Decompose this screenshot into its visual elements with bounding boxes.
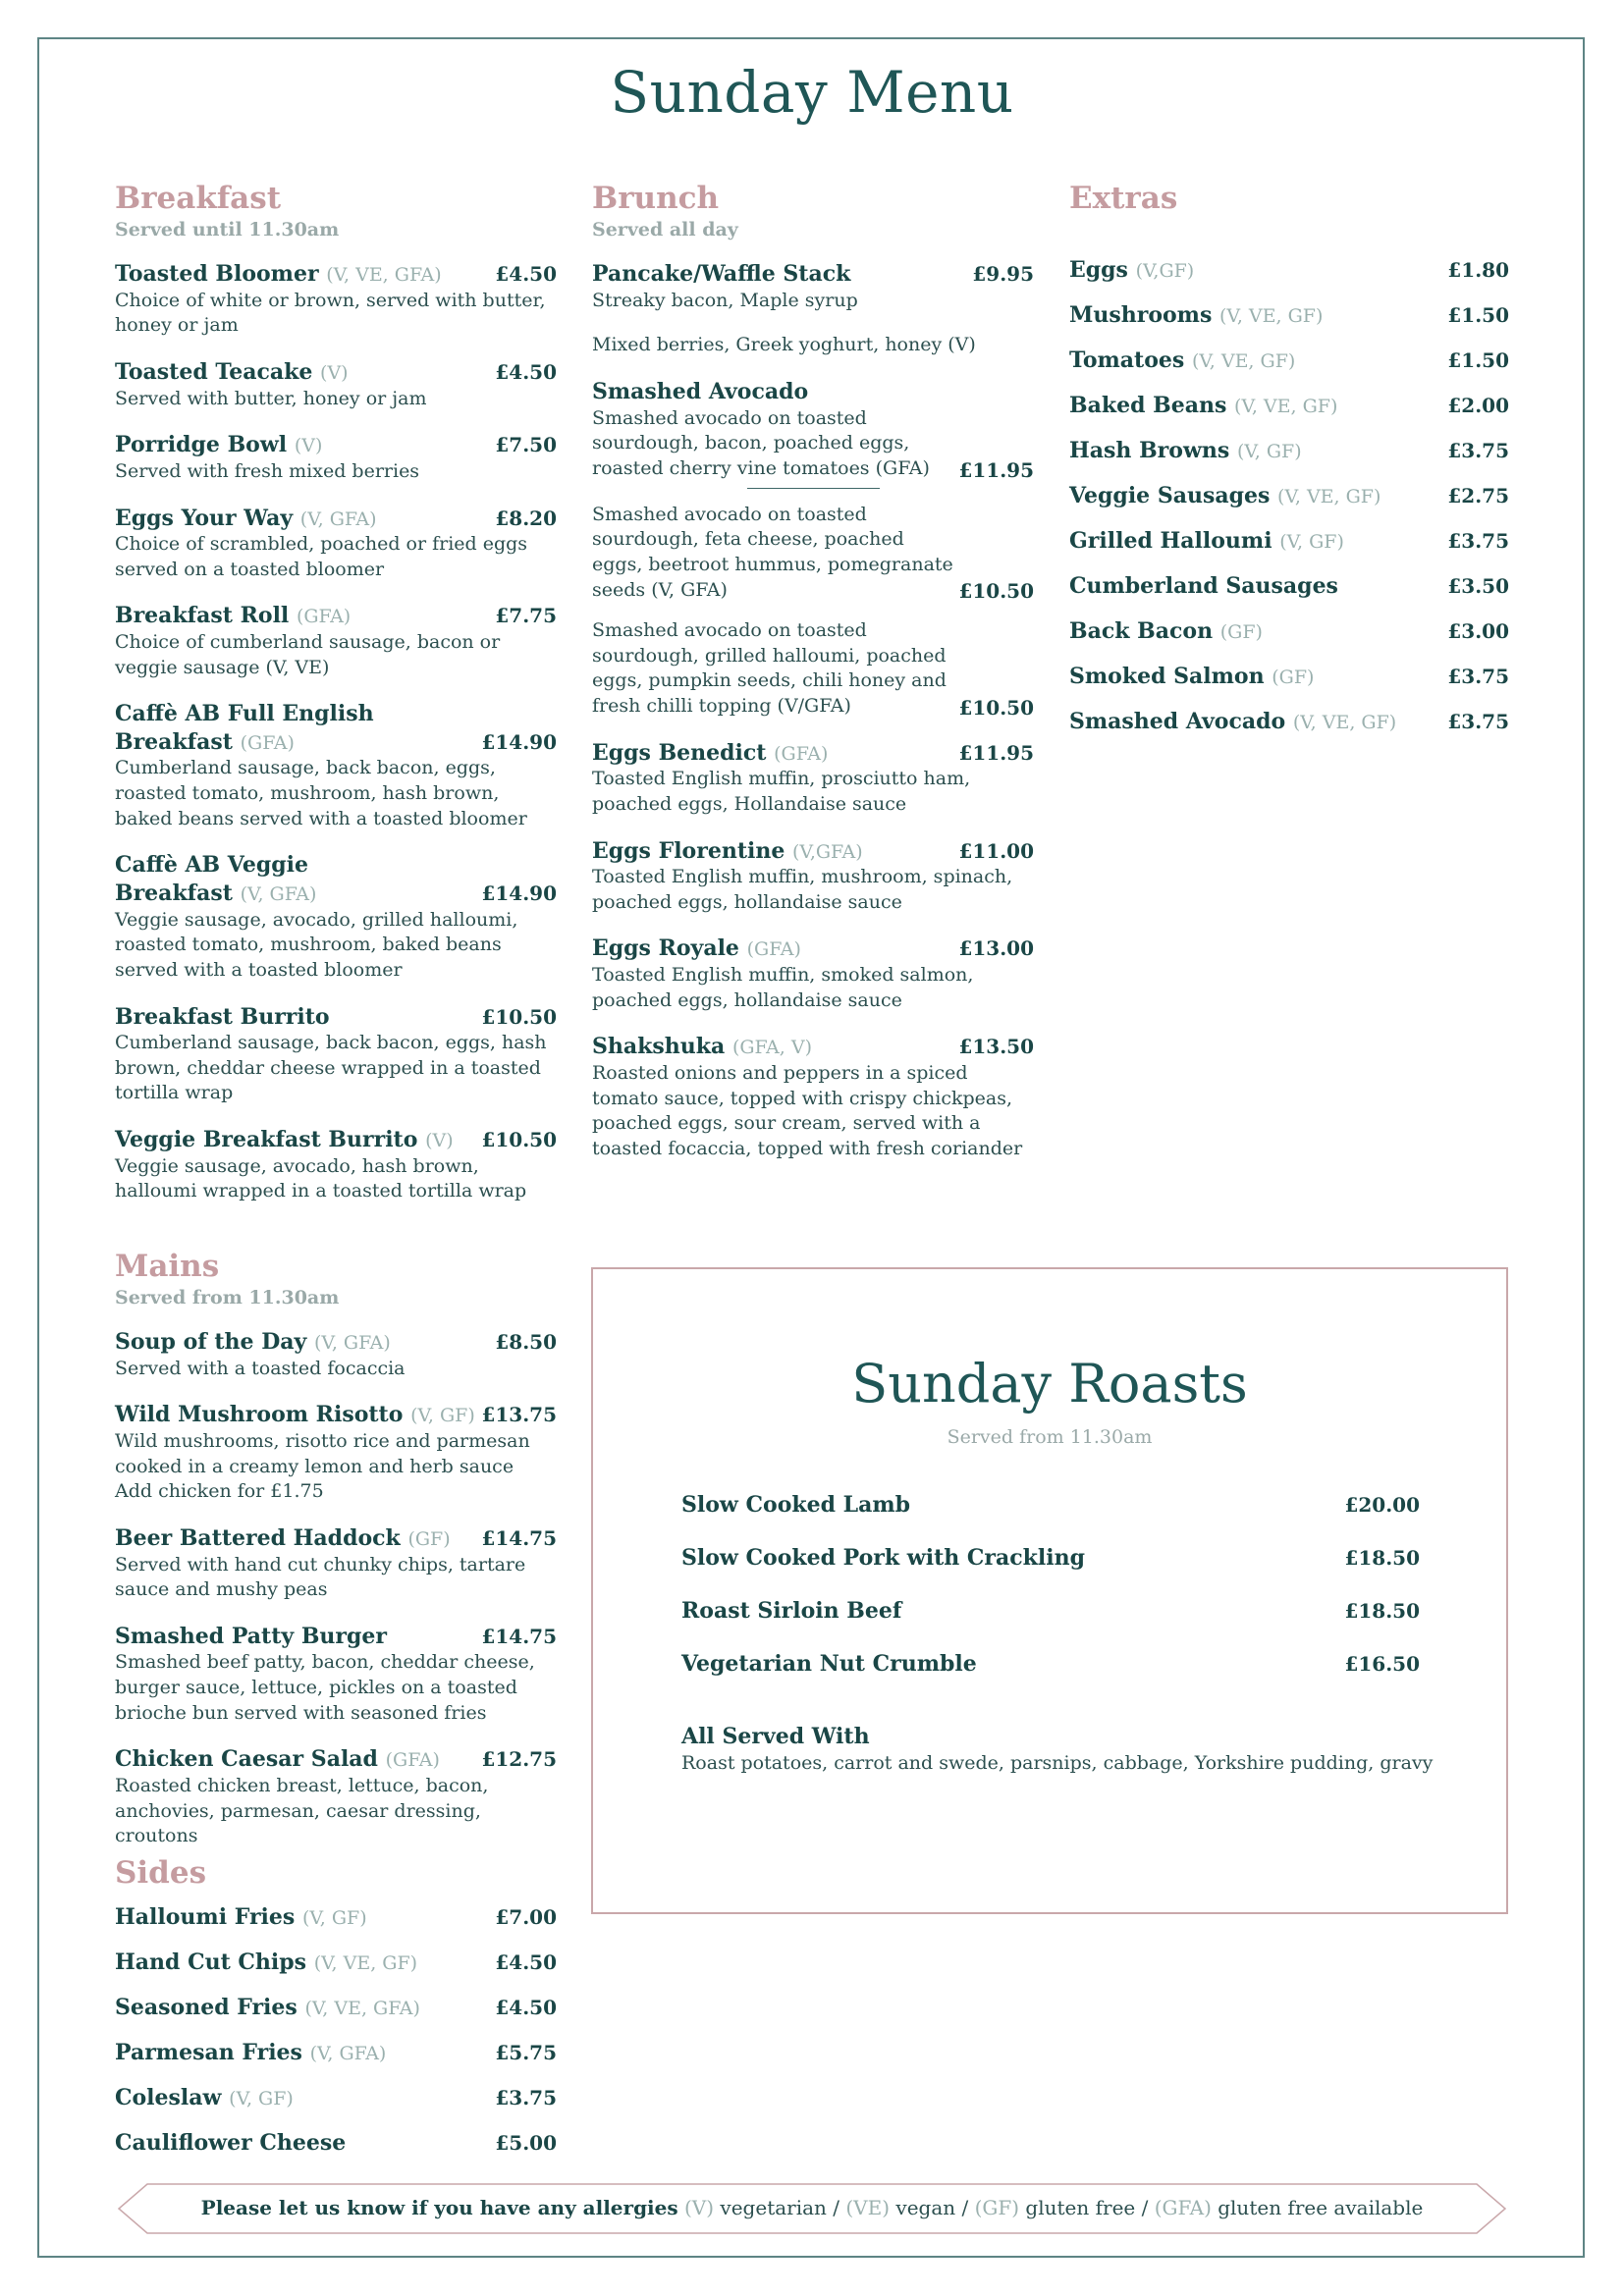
item-price: £13.50 — [958, 1035, 1034, 1059]
item-note: Add chicken for £1.75 — [115, 1480, 324, 1503]
item-name: Toasted Bloomer — [115, 261, 319, 288]
diet-tag: (GF) — [1219, 621, 1263, 644]
menu-item — [115, 1745, 557, 1849]
diet-tag: (GFA) — [296, 606, 352, 628]
item-name: Soup of the Day — [115, 1329, 307, 1356]
extra-item — [1069, 482, 1509, 527]
item-description: Served with hand cut chunky chips, tartare sauce and mushy peas — [115, 1553, 526, 1601]
menu-item — [115, 1524, 557, 1603]
diet-tag: (V, VE, GF) — [1234, 396, 1338, 418]
item-description: Choice of scrambled, poached or fried eggs served on a toasted bloomer — [115, 533, 528, 580]
item-price: £4.50 — [495, 1950, 557, 1975]
diet-tag: (V, VE, GFA) — [304, 1998, 420, 2020]
item-name-line1: Caffè AB Veggie — [115, 852, 308, 879]
extras-title: Extras — [1069, 181, 1178, 216]
item-name: Baked Beans — [1069, 393, 1227, 419]
diet-tag: (V,GFA) — [792, 840, 863, 863]
menu-item — [115, 700, 557, 831]
item-price: £16.50 — [1344, 1652, 1420, 1676]
menu-item — [115, 260, 557, 339]
item-name: Halloumi Fries — [115, 1904, 296, 1931]
key-v: (V) — [684, 2196, 715, 2219]
breakfast-title: Breakfast — [115, 181, 282, 216]
item-description: Cumberland sausage, back bacon, eggs, roasted tomato, mushroom, hash brown, baked beans served with a toasted bloomer — [115, 757, 527, 829]
item-name: Porridge Bowl — [115, 432, 288, 458]
item-name: Eggs Royale — [592, 935, 739, 962]
item-price: £18.50 — [1344, 1546, 1420, 1570]
item-name: Eggs Benedict — [592, 739, 767, 766]
item-name: Vegetarian Nut Crumble — [681, 1651, 977, 1677]
item-name: Coleslaw — [115, 2085, 222, 2111]
breakfast-section — [115, 181, 557, 1224]
roast-item — [681, 1544, 1420, 1597]
diet-tag: (V, GF) — [1236, 441, 1302, 463]
item-name: Veggie Sausages — [1069, 483, 1271, 509]
extra-item — [1069, 617, 1509, 663]
item-name: Cauliflower Cheese — [115, 2130, 347, 2157]
item-name-line1: Caffè AB Full English — [115, 701, 374, 727]
menu-item — [115, 358, 557, 411]
item-price: £11.95 — [958, 457, 1034, 482]
item-name: Eggs — [1069, 257, 1128, 284]
diet-tag: (GFA) — [240, 731, 295, 754]
roast-item — [681, 1597, 1420, 1650]
item-name: Roast Sirloin Beef — [681, 1598, 902, 1624]
diet-tag: (V) — [320, 362, 349, 385]
item-name: Veggie Breakfast Burrito — [115, 1127, 418, 1153]
item-price: £14.90 — [481, 729, 557, 754]
item-name: Breakfast Burrito — [115, 1003, 330, 1030]
key-ve-label: vegan / — [895, 2196, 969, 2219]
item-name: Wild Mushroom Risotto — [115, 1402, 404, 1428]
item-description: Served with a toasted focaccia — [115, 1357, 406, 1379]
item-price: £4.50 — [495, 262, 557, 287]
key-gfa-label: gluten free available — [1218, 2196, 1424, 2219]
item-description: Smashed avocado on toasted sourdough, feta cheese, poached eggs, beetroot hummus, pomegranate seeds (V, GFA) — [592, 503, 953, 601]
menu-item — [115, 1401, 557, 1505]
menu-item — [592, 1033, 1034, 1161]
diet-tag: (GF) — [1272, 667, 1315, 689]
diet-tag: (V, GFA) — [314, 1332, 391, 1355]
menu-item — [592, 260, 1034, 358]
menu-item — [115, 1328, 557, 1381]
item-description: Smashed avocado on toasted sourdough, grilled halloumi, poached eggs, pumpkin seeds, chili honey and fresh chilli topping (V/GFA) — [592, 619, 947, 718]
item-price: £13.00 — [958, 936, 1034, 961]
roasts-list — [681, 1491, 1420, 1703]
item-description: Smashed avocado on toasted sourdough, bacon, poached eggs, roasted cherry vine tomatoes (GFA) — [592, 406, 930, 479]
sides-section — [115, 1855, 557, 2174]
item-price: £1.50 — [1447, 348, 1509, 373]
item-price: £8.20 — [495, 506, 557, 530]
menu-item — [115, 431, 557, 484]
served-with-title: All Served With — [681, 1724, 870, 1749]
served-with — [681, 1723, 1433, 1776]
item-price: £1.50 — [1447, 303, 1509, 328]
menu-item — [592, 934, 1034, 1013]
mains-title: Mains — [115, 1249, 220, 1284]
item-price: £3.00 — [1447, 619, 1509, 644]
item-description: Streaky bacon, Maple syrup — [592, 289, 858, 311]
diet-tag: (GF) — [407, 1527, 451, 1550]
item-price: £20.00 — [1344, 1493, 1420, 1517]
extra-item — [1069, 347, 1509, 392]
key-gfa: (GFA) — [1154, 2196, 1212, 2219]
roast-item — [681, 1650, 1420, 1703]
allergy-banner — [118, 2183, 1506, 2234]
menu-item — [115, 505, 557, 583]
item-name: Hand Cut Chips — [115, 1949, 307, 1976]
diet-tag: (V, VE, GF) — [313, 1952, 418, 1975]
diet-tag: (V, GF) — [229, 2088, 294, 2110]
item-price: £10.50 — [481, 1004, 557, 1029]
side-item — [115, 2084, 557, 2129]
item-price: £1.80 — [1447, 258, 1509, 283]
item-name: Breakfast — [115, 880, 233, 906]
diet-tag: (V, VE, GF) — [1277, 486, 1381, 508]
item-description: Served with fresh mixed berries — [115, 459, 420, 482]
menu-item — [592, 837, 1034, 916]
item-price: £3.75 — [495, 2086, 557, 2110]
item-name: Shakshuka — [592, 1034, 726, 1060]
diet-tag: (GFA, V) — [731, 1037, 812, 1059]
extras-section — [1069, 181, 1509, 753]
menu-item — [115, 1003, 557, 1107]
diet-tag: (V) — [294, 435, 323, 457]
item-name: Pancake/Waffle Stack — [592, 261, 851, 288]
item-name: Breakfast Roll — [115, 603, 290, 629]
item-price: £3.75 — [1447, 710, 1509, 734]
item-description: Choice of cumberland sausage, bacon or veggie sausage (V, VE) — [115, 631, 501, 678]
item-description: Cumberland sausage, back bacon, eggs, hash brown, cheddar cheese wrapped in a toasted tortilla wrap — [115, 1032, 547, 1104]
item-price: £3.75 — [1447, 439, 1509, 463]
menu-item — [592, 739, 1034, 818]
key-v-label: vegetarian / — [720, 2196, 840, 2219]
diet-tag: (GFA) — [746, 938, 801, 961]
diet-tag: (V) — [425, 1130, 454, 1152]
menu-title: Sunday Menu — [610, 59, 1014, 126]
item-price: £2.00 — [1447, 394, 1509, 418]
item-price: £10.50 — [958, 695, 1034, 720]
item-description: Mixed berries, Greek yoghurt, honey (V) — [592, 334, 976, 356]
item-price: £5.75 — [495, 2041, 557, 2065]
extra-item — [1069, 301, 1509, 347]
item-price: £3.75 — [1447, 529, 1509, 554]
item-name: Slow Cooked Lamb — [681, 1492, 911, 1518]
served-with-text: Roast potatoes, carrot and swede, parsnips, cabbage, Yorkshire pudding, gravy — [681, 1751, 1434, 1774]
item-price: £10.50 — [481, 1128, 557, 1152]
item-name: Chicken Caesar Salad — [115, 1746, 378, 1773]
item-name: Eggs Florentine — [592, 837, 785, 864]
item-price: £3.75 — [1447, 665, 1509, 689]
side-item — [115, 2129, 557, 2174]
item-price: £8.50 — [495, 1330, 557, 1355]
item-price: £7.75 — [495, 604, 557, 628]
menu-item — [115, 1126, 557, 1204]
item-name: Cumberland Sausages — [1069, 573, 1338, 600]
item-price: £12.75 — [481, 1747, 557, 1772]
menu-item — [592, 378, 1034, 720]
item-description: Choice of white or brown, served with butter, honey or jam — [115, 289, 546, 337]
item-price: £14.75 — [481, 1624, 557, 1648]
item-description: Veggie sausage, avocado, grilled halloumi, roasted tomato, mushroom, baked beans served with a toasted bloomer — [115, 908, 518, 981]
item-description: Smashed beef patty, bacon, cheddar cheese, burger sauce, lettuce, pickles on a toasted brioche bun served with seasoned fries — [115, 1651, 535, 1724]
extra-item — [1069, 708, 1509, 753]
menu-item — [115, 1623, 557, 1727]
extra-item — [1069, 663, 1509, 708]
item-name: Parmesan Fries — [115, 2040, 302, 2066]
side-item — [115, 1949, 557, 1994]
brunch-section — [592, 181, 1034, 1181]
diet-tag: (V, GFA) — [299, 507, 377, 530]
mains-section — [115, 1249, 557, 1869]
item-price: £11.00 — [958, 838, 1034, 863]
item-name: Eggs Your Way — [115, 505, 294, 531]
sides-title: Sides — [115, 1855, 207, 1891]
item-description: Wild mushrooms, risotto rice and parmesan cooked in a creamy lemon and herb sauce — [115, 1430, 530, 1477]
item-price: £5.00 — [495, 2131, 557, 2156]
allergy-lead: Please let us know if you have any allergies — [200, 2196, 678, 2219]
item-price: £13.75 — [481, 1403, 557, 1427]
item-name: Mushrooms — [1069, 302, 1213, 329]
item-name: Smashed Avocado — [592, 379, 809, 405]
diet-tag: (GFA) — [385, 1749, 440, 1772]
item-price: £2.75 — [1447, 484, 1509, 508]
item-name: Breakfast — [115, 728, 233, 755]
diet-tag: (V, VE, GFA) — [326, 264, 442, 287]
item-description: Toasted English muffin, smoked salmon, poached eggs, hollandaise sauce — [592, 964, 974, 1011]
item-price: £3.50 — [1447, 574, 1509, 599]
item-name: Toasted Teacake — [115, 359, 313, 386]
diet-tag: (GFA) — [774, 742, 829, 765]
item-name: Grilled Halloumi — [1069, 528, 1272, 555]
item-name: Beer Battered Haddock — [115, 1524, 401, 1551]
item-description: Veggie sausage, avocado, hash brown, halloumi wrapped in a toasted tortilla wrap — [115, 1154, 527, 1202]
diet-tag: (V, GF) — [1279, 531, 1344, 554]
menu-item — [115, 851, 557, 983]
item-price: £14.75 — [481, 1525, 557, 1550]
diet-tag: (V, GF) — [410, 1405, 475, 1427]
item-name: Seasoned Fries — [115, 1995, 298, 2021]
item-price: £14.90 — [481, 881, 557, 905]
roast-item — [681, 1491, 1420, 1544]
item-name: Smashed Avocado — [1069, 709, 1286, 735]
menu-item — [115, 602, 557, 680]
item-description: Served with butter, honey or jam — [115, 387, 427, 409]
key-gf: (GF) — [974, 2196, 1020, 2219]
roasts-title: Sunday Roasts — [851, 1353, 1248, 1415]
side-item — [115, 1994, 557, 2039]
item-price: £18.50 — [1344, 1599, 1420, 1623]
side-item — [115, 1903, 557, 1949]
roasts-subtitle: Served from 11.30am — [947, 1426, 1153, 1448]
diet-tag: (V, GF) — [301, 1907, 367, 1930]
brunch-title: Brunch — [592, 181, 720, 216]
item-description: Roasted chicken breast, lettuce, bacon, anchovies, parmesan, caesar dressing, croutons — [115, 1774, 489, 1847]
item-name: Smashed Patty Burger — [115, 1623, 387, 1649]
item-name: Smoked Salmon — [1069, 664, 1265, 690]
diet-tag: (V,GF) — [1135, 260, 1195, 283]
extra-item — [1069, 256, 1509, 301]
key-ve: (VE) — [845, 2196, 891, 2219]
item-name: Hash Browns — [1069, 438, 1230, 464]
mains-subtitle: Served from 11.30am — [115, 1287, 340, 1309]
item-price: £9.95 — [972, 262, 1034, 287]
diet-tag: (V, VE, GF) — [1191, 350, 1296, 373]
allergy-text — [118, 2196, 1506, 2219]
diet-tag: (V, GFA) — [240, 882, 317, 905]
extra-item — [1069, 527, 1509, 572]
item-description: Toasted English muffin, prosciutto ham, poached eggs, Hollandaise sauce — [592, 768, 971, 815]
item-description: Roasted onions and peppers in a spiced tomato sauce, topped with crispy chickpeas, poached eggs, sour cream, served with a toasted focaccia, topped with fresh coriander — [592, 1061, 1023, 1159]
extra-item — [1069, 437, 1509, 482]
item-price: £11.95 — [958, 740, 1034, 765]
item-price: £10.50 — [958, 579, 1034, 604]
side-item — [115, 2039, 557, 2084]
extra-item — [1069, 392, 1509, 437]
divider — [747, 488, 880, 489]
item-price: £4.50 — [495, 1996, 557, 2020]
diet-tag: (V, GFA) — [309, 2043, 387, 2065]
diet-tag: (V, VE, GF) — [1292, 712, 1397, 734]
item-name: Tomatoes — [1069, 347, 1185, 374]
item-name: Back Bacon — [1069, 618, 1214, 645]
key-gf-label: gluten free / — [1025, 2196, 1149, 2219]
item-price: £4.50 — [495, 360, 557, 385]
item-price: £7.00 — [495, 1905, 557, 1930]
diet-tag: (V, VE, GF) — [1219, 305, 1324, 328]
sunday-roasts-box — [591, 1267, 1508, 1914]
breakfast-subtitle: Served until 11.30am — [115, 219, 340, 241]
brunch-subtitle: Served all day — [592, 219, 738, 241]
extra-item — [1069, 572, 1509, 617]
item-description: Toasted English muffin, mushroom, spinach, poached eggs, hollandaise sauce — [592, 866, 1013, 913]
item-price: £7.50 — [495, 433, 557, 457]
item-name: Slow Cooked Pork with Crackling — [681, 1545, 1085, 1571]
